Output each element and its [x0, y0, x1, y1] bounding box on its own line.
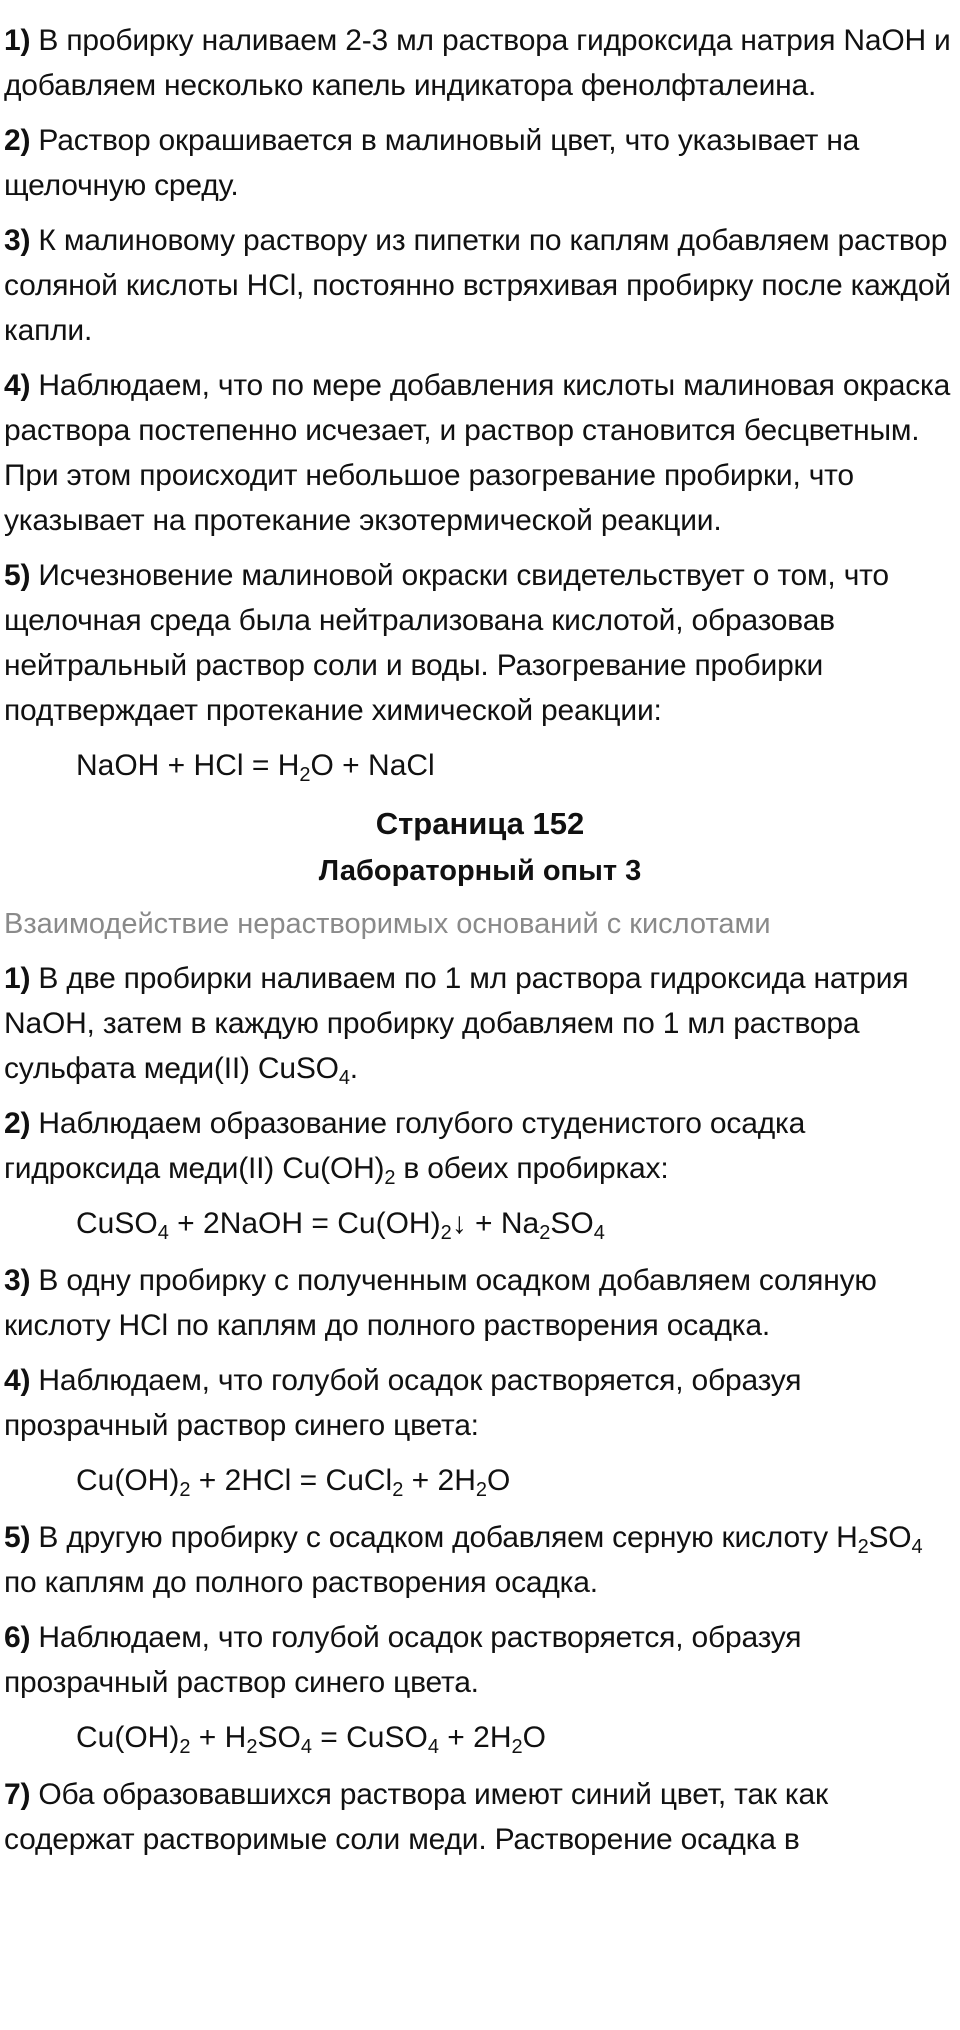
step-text: В две пробирки наливаем по 1 мл раствора гидроксида натрия NaOH, затем в каждую пробирку добавляем по 1 мл раствора сульфата меди(II) CuSO	[4, 962, 909, 1085]
equation-part: + 2H	[438, 1721, 512, 1754]
step-text: К малиновому раствору из пипетки по каплям добавляем раствор соляной кислоты HCl, постоянно встряхивая пробирку после каждой капли.	[4, 224, 951, 347]
subscript: 4	[911, 1536, 923, 1558]
step-number: 7)	[4, 1778, 31, 1811]
paragraph-step-2	[4, 118, 956, 208]
step-number: 2)	[4, 124, 31, 157]
paragraph-step-5	[4, 553, 956, 733]
step-number: 1)	[4, 24, 31, 57]
step-number: 2)	[4, 1107, 31, 1140]
equation-part: + 2NaOH = Cu(OH)	[168, 1207, 441, 1240]
section-subheading: Лабораторный опыт 3	[318, 855, 642, 887]
equation-part: = CuSO	[311, 1721, 428, 1754]
step-text: Исчезновение малиновой окраски свидетельствует о том, что щелочная среда была нейтрализована кислотой, образовав нейтральный раствор соли и воды. Разогревание пробирки подтверждает протекание химической реакции:	[4, 559, 889, 727]
subscript: 2	[857, 1536, 869, 1558]
subscript: 2	[539, 1222, 551, 1244]
step-text: Наблюдаем, что голубой осадок растворяется, образуя прозрачный раствор синего цвета.	[4, 1621, 802, 1699]
paragraph-step-6	[4, 1615, 956, 1705]
subscript: 2	[440, 1222, 452, 1244]
equation-part: + H	[190, 1721, 247, 1754]
equation-part: O + NaCl	[310, 749, 435, 782]
equation-neutralization	[76, 743, 956, 788]
paragraph-step-5	[4, 1515, 956, 1605]
step-number: 3)	[4, 224, 31, 257]
equation-precipitation	[76, 1201, 956, 1246]
equation-part: + 2HCl = CuCl	[190, 1464, 393, 1497]
step-number: 5)	[4, 1521, 31, 1554]
equation-part: Cu(OH)	[76, 1464, 180, 1497]
step-number: 5)	[4, 559, 31, 592]
subscript: 2	[511, 1736, 523, 1758]
equation-part: SO	[550, 1207, 594, 1240]
subscript: 2	[179, 1736, 191, 1758]
equation-part: O	[522, 1721, 546, 1754]
paragraph-step-1	[4, 18, 956, 108]
equation-part: + 2H	[403, 1464, 476, 1497]
step-text: Наблюдаем, что голубой осадок растворяется, образуя прозрачный раствор синего цвета:	[4, 1364, 802, 1442]
equation-part: Cu(OH)	[76, 1721, 180, 1754]
step-text: .	[349, 1052, 358, 1085]
paragraph-step-2	[4, 1101, 956, 1191]
step-text: Наблюдаем, что по мере добавления кислоты малиновая окраска раствора постепенно исчезает, и раствор становится бесцветным. При этом происходит небольшое разогревание пробирки, что указывает на протекание экзотермической реакции.	[4, 369, 951, 537]
equation-hcl-reaction	[76, 1458, 956, 1503]
step-text: SO	[868, 1521, 912, 1554]
step-number: 4)	[4, 1364, 31, 1397]
subscript: 2	[179, 1479, 191, 1501]
paragraph-step-7	[4, 1772, 956, 1862]
paragraph-step-4	[4, 363, 956, 543]
paragraph-step-3	[4, 1258, 956, 1348]
step-text: Оба образовавшихся раствора имеют синий цвет, так как содержат растворимые соли меди. Растворение осадка в	[4, 1778, 828, 1856]
subscript: 2	[299, 764, 311, 786]
step-number: 1)	[4, 962, 31, 995]
equation-part: SO	[257, 1721, 301, 1754]
step-number: 4)	[4, 369, 31, 402]
step-text: В пробирку наливаем 2-3 мл раствора гидроксида натрия NaOH и добавляем несколько капель индикатора фенолфталеина.	[4, 24, 951, 102]
step-number: 3)	[4, 1264, 31, 1297]
equation-part: CuSO	[76, 1207, 158, 1240]
step-text: В одну пробирку с полученным осадком добавляем соляную кислоту HCl по каплям до полного растворения осадка.	[4, 1264, 877, 1342]
paragraph-step-4	[4, 1358, 956, 1448]
step-text: В другую пробирку с осадком добавляем серную кислоту H	[30, 1521, 858, 1554]
subscript: 2	[475, 1479, 488, 1501]
subscript: 2	[246, 1736, 258, 1758]
equation-part: NaOH + HCl = H	[76, 749, 300, 782]
subscript: 4	[157, 1222, 169, 1244]
section-topic: Взаимодействие нерастворимых оснований с кислотами	[4, 908, 771, 940]
subscript: 2	[392, 1479, 404, 1501]
step-text: в обеих пробирках:	[395, 1152, 669, 1185]
subscript: 4	[300, 1736, 312, 1758]
step-number: 6)	[4, 1621, 31, 1654]
step-text: Раствор окрашивается в малиновый цвет, что указывает на щелочную среду.	[4, 124, 860, 202]
subscript: 4	[593, 1222, 605, 1244]
equation-part: O	[487, 1464, 511, 1497]
step-text: по каплям до полного растворения осадка.	[4, 1566, 598, 1599]
subscript: 4	[338, 1067, 350, 1089]
subscript: 4	[427, 1736, 439, 1758]
step-text: Наблюдаем образование голубого студенистого осадка гидроксида меди(II) Cu(OH)	[4, 1107, 806, 1185]
page-heading: Страница 152	[375, 806, 585, 841]
paragraph-step-1	[4, 956, 956, 1091]
equation-part: ↓ + Na	[451, 1207, 540, 1240]
paragraph-step-3	[4, 218, 956, 353]
equation-h2so4-reaction	[76, 1715, 956, 1760]
subscript: 2	[384, 1167, 396, 1189]
